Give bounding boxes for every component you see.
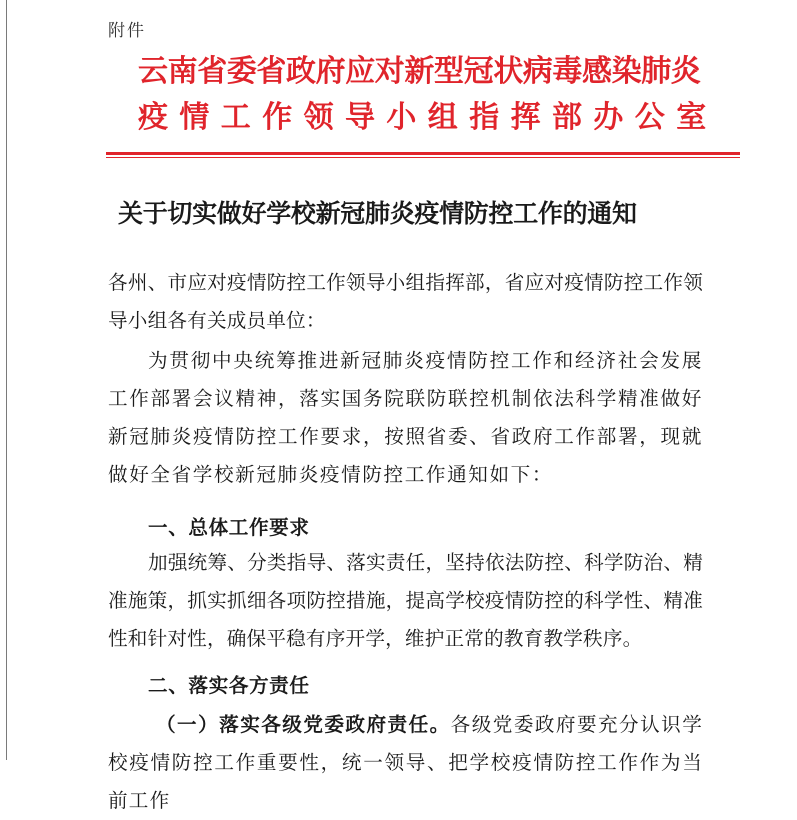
salutation: 各州、市应对疫情防控工作领导小组指挥部，省应对疫情防控工作领导小组各有关成员单位： (108, 271, 703, 332)
intro-paragraph: 为贯彻中央统筹推进新冠肺炎疫情防控工作和经济社会发展工作部署会议精神，落实国务院联防联控机制依法科学精准做好新冠肺炎疫情防控工作要求，按照省委、省政府工作部署，现就做好全省学校新冠肺炎疫情防控工作通知如下： (108, 349, 703, 486)
page-edge (6, 0, 7, 760)
section-1-heading: 一、总体工作要求 (148, 516, 310, 539)
red-divider-thin (106, 157, 740, 158)
attachment-label: 附件 (108, 21, 146, 41)
section-2-body: 各级党委政府要充分认识学校疫情防控工作重要性，统一领导、把学校疫情防控工作作为当前工作 (108, 713, 703, 812)
section-1-body: 加强统筹、分类指导、落实责任，坚持依法防控、科学防治、精准施策，抓实抓细各项防控措施，提高学校疫情防控的科学性、精准性和针对性，确保平稳有序开学，维护正常的教育教学秩序。 (108, 551, 703, 650)
document-title: 关于切实做好学校新冠肺炎疫情防控工作的通知 (118, 199, 637, 228)
section-2-paragraph (108, 706, 703, 820)
issuer-header-line-2: 疫情工作领导小组指挥部办公室 (138, 100, 718, 135)
red-divider-thick (106, 152, 740, 155)
section-2-heading: 二、落实各方责任 (148, 674, 310, 697)
section-2-sub-heading: （一）落实各级党委政府责任。 (156, 713, 451, 736)
issuer-header-line-1: 云南省委省政府应对新型冠状病毒感染肺炎 (138, 54, 701, 89)
